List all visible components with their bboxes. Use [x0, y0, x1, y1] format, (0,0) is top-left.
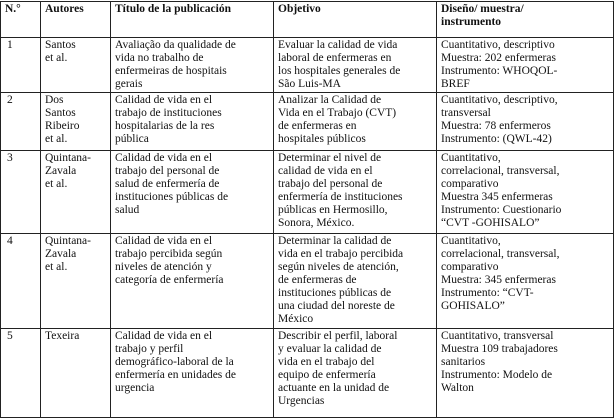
cell-line: vida no trabalho de	[115, 52, 204, 64]
cell-line: Muestra 109 trabajadores	[441, 343, 558, 356]
cell-line: Vida en el Trabajo (CVT)	[278, 106, 397, 119]
cell-line: Muestra: 345 enfermeras	[441, 274, 556, 287]
header-authors: Autores	[41, 2, 111, 38]
cell-line: trabajo percibida según	[115, 248, 223, 261]
cell-title	[111, 92, 274, 151]
header-title: Título de la publicación	[111, 2, 274, 38]
cell-num: 2	[1, 92, 41, 151]
cell-objective	[274, 38, 437, 93]
cell-line: Santos	[45, 106, 76, 119]
cell-title	[111, 329, 274, 418]
cell-line: hospitales públicos	[278, 132, 366, 145]
cell-design	[437, 234, 614, 329]
cell-design	[437, 38, 614, 93]
cell-authors	[41, 92, 111, 151]
cell-num: 3	[1, 151, 41, 234]
table-row	[1, 234, 614, 329]
cell-line: instituciones públicas de	[278, 287, 392, 300]
cell-line: Cuantitativo, descriptivo	[441, 39, 555, 51]
cell-line: Muestra: 202 enfermeras	[441, 52, 556, 64]
header-row	[1, 2, 614, 38]
cell-line: vida en el trabajo percibida	[278, 248, 404, 261]
cell-line: públicas en Hermosillo,	[278, 204, 388, 217]
cell-line: trabajo del personal de	[115, 165, 220, 178]
cell-line: calidad de vida en el	[278, 165, 373, 178]
review-table	[0, 1, 614, 418]
cell-line: Calidad de vida en el	[115, 330, 213, 343]
header-objective: Objetivo	[274, 2, 437, 38]
cell-line: hospitalarias de la res	[115, 119, 215, 132]
cell-line: Texeira	[45, 330, 80, 343]
cell-title	[111, 234, 274, 329]
cell-authors	[41, 329, 111, 418]
cell-line: Instrumento: WHOQOL-	[441, 65, 558, 77]
cell-line: Quintana-	[45, 152, 91, 165]
cell-line: niveles de atención y	[115, 261, 212, 274]
cell-line: Urgencias	[278, 395, 325, 408]
cell-line: categoría de enfermería	[115, 274, 224, 287]
cell-line: Instrumento: “CVT-	[441, 287, 534, 300]
cell-title	[111, 38, 274, 93]
cell-line: Analizar la Calidad de	[278, 93, 382, 106]
cell-line: Calidad de vida en el	[115, 93, 213, 106]
cell-line: Ribeiro	[45, 119, 80, 132]
cell-line: los hospitales generales de	[278, 65, 401, 77]
cell-line: correlacional, transversal,	[441, 248, 560, 261]
cell-line: pública	[115, 132, 149, 145]
cell-line: Determinar la calidad de	[278, 235, 392, 248]
cell-line: Instrumento: Cuestionario	[441, 204, 562, 217]
cell-line: y evaluar la calidad de	[278, 343, 382, 356]
cell-authors	[41, 38, 111, 93]
cell-line: urgencia	[115, 382, 155, 395]
cell-line: de enfermeras en	[278, 119, 357, 132]
cell-line: Describir el perfil, laboral	[278, 330, 398, 343]
cell-line: Dos	[45, 93, 64, 106]
table-row	[1, 329, 614, 418]
cell-line: Evaluar la calidad de vida	[278, 39, 398, 51]
cell-line: gerais	[115, 78, 143, 90]
cell-line: Calidad de vida en el	[115, 152, 213, 165]
cell-design	[437, 92, 614, 151]
cell-line: “CVT -GOHISALO”	[441, 217, 540, 230]
cell-authors	[41, 234, 111, 329]
table-row	[1, 151, 614, 234]
cell-line: Cuantitativo,	[441, 235, 501, 248]
cell-line: sanitarios	[441, 356, 486, 369]
cell-line: según niveles de atención,	[278, 261, 399, 274]
cell-objective	[274, 234, 437, 329]
cell-line: São Luis-MA	[278, 78, 341, 90]
cell-line: Quintana-	[45, 235, 91, 248]
cell-objective	[274, 151, 437, 234]
cell-line: Muestra: 78 enfermeros	[441, 119, 551, 132]
cell-line: et al.	[45, 132, 68, 145]
cell-objective	[274, 92, 437, 151]
cell-line: de enfermeras de	[278, 274, 357, 287]
cell-line: Muestra 345 enfermeras	[441, 191, 553, 204]
cell-line: correlacional, transversal,	[441, 165, 560, 178]
cell-line: Zavala	[45, 248, 77, 261]
cell-line: enfermeiras de hospitais	[115, 65, 227, 77]
cell-line: equipo de enfermería	[278, 369, 376, 382]
cell-objective	[274, 329, 437, 418]
cell-design	[437, 329, 614, 418]
table-row	[1, 38, 614, 93]
cell-design	[437, 151, 614, 234]
cell-line: instituciones públicas de	[115, 191, 229, 204]
cell-line: Cuantitativo, descriptivo,	[441, 93, 558, 106]
cell-line: enfermería de instituciones	[278, 191, 403, 204]
cell-line: Instrumento: Modelo de	[441, 369, 553, 382]
cell-line: Cuantitativo, transversal	[441, 330, 554, 343]
header-design	[437, 2, 614, 38]
cell-line: salud de enfermería de	[115, 178, 220, 191]
cell-line: México	[278, 313, 314, 326]
header-num: N.°	[1, 2, 41, 38]
cell-line: Santos	[45, 39, 76, 51]
cell-line: et al.	[45, 178, 68, 191]
cell-line: actuante en la unidad de	[278, 382, 390, 395]
table-row	[1, 92, 614, 151]
cell-line: Cuantitativo,	[441, 152, 501, 165]
cell-line: trabajo del personal de	[278, 178, 383, 191]
cell-line: Walton	[441, 382, 474, 395]
cell-line: et al.	[45, 261, 68, 274]
cell-line: transversal	[441, 106, 491, 119]
cell-line: comparativo	[441, 261, 499, 274]
cell-line: GOHISALO”	[441, 300, 505, 313]
cell-line: vida en el trabajo del	[278, 356, 375, 369]
cell-line: una ciudad del noreste de	[278, 300, 395, 313]
header-design-line: Diseño/ muestra/	[441, 3, 524, 15]
cell-authors	[41, 151, 111, 234]
cell-num: 4	[1, 234, 41, 329]
cell-line: Avaliação da qualidade de	[115, 39, 236, 51]
cell-line: comparativo	[441, 178, 499, 191]
cell-line: Determinar el nivel de	[278, 152, 382, 165]
cell-num: 5	[1, 329, 41, 418]
cell-line: salud	[115, 204, 140, 217]
cell-line: Instrumento: (QWL-42)	[441, 132, 552, 145]
cell-line: trabajo de instituciones	[115, 106, 222, 119]
header-design-line: instrumento	[441, 16, 502, 28]
cell-title	[111, 151, 274, 234]
cell-line: demográfico-laboral de la	[115, 356, 234, 369]
cell-line: BREF	[441, 78, 470, 90]
cell-line: et al.	[45, 52, 68, 64]
cell-line: Sonora, México.	[278, 217, 355, 230]
cell-line: Zavala	[45, 165, 77, 178]
cell-line: Calidad de vida en el	[115, 235, 213, 248]
cell-num: 1	[1, 38, 41, 93]
cell-line: trabajo y perfil	[115, 343, 184, 356]
cell-line: enfermería en unidades de	[115, 369, 237, 382]
cell-line: laboral de enfermeras en	[278, 52, 392, 64]
